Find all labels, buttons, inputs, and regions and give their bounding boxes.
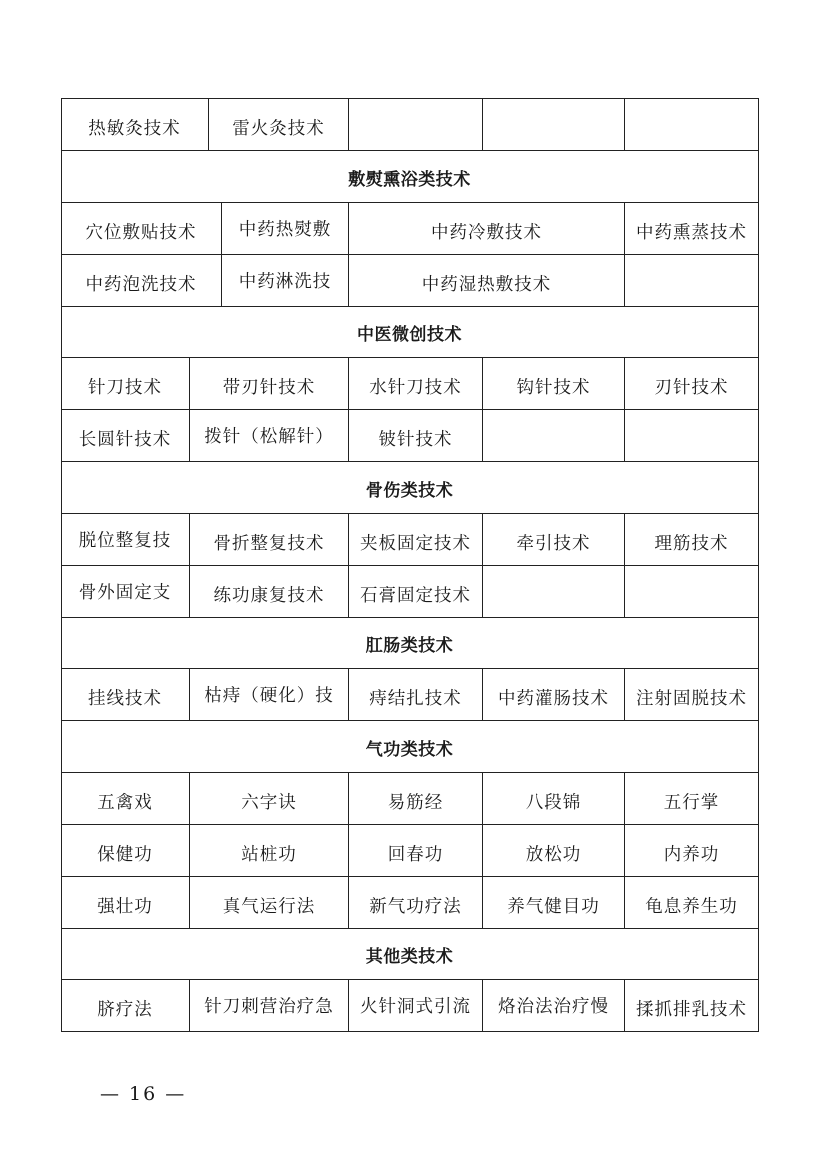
table-rule bbox=[61, 357, 759, 358]
table-rule bbox=[61, 306, 759, 307]
table-cell bbox=[624, 409, 758, 461]
table-rule bbox=[61, 668, 759, 669]
table-cell: 脐疗法 bbox=[97, 999, 153, 1020]
table-rule bbox=[61, 409, 759, 410]
table-cell: 痔结扎技术 bbox=[348, 668, 482, 720]
table-cell: 内养功 bbox=[624, 824, 758, 876]
section-title: 中医微创技术 bbox=[357, 325, 462, 345]
table-cell: 石膏固定技术 bbox=[348, 565, 482, 617]
table-cell bbox=[482, 409, 624, 461]
table-cell: 五禽戏 bbox=[97, 792, 153, 813]
table-cell bbox=[482, 98, 624, 150]
table-cell: 中药熏蒸技术 bbox=[624, 202, 758, 254]
table-cell: 龟息养生功 bbox=[624, 876, 758, 928]
table-cell: 揉抓排乳技术 bbox=[624, 979, 758, 1031]
table-cell: 中药灌肠技术 bbox=[482, 668, 624, 720]
table-cell: 真气运行法 bbox=[189, 876, 348, 928]
table-cell: 刃针技术 bbox=[624, 357, 758, 409]
table-rule bbox=[61, 720, 759, 721]
table-row bbox=[61, 668, 758, 720]
table-row bbox=[61, 202, 758, 254]
table-cell: 强壮功 bbox=[97, 896, 153, 917]
table-rule bbox=[61, 150, 759, 151]
table-cell: 钩针技术 bbox=[482, 357, 624, 409]
table-cell: 烙治法治疗慢 bbox=[482, 979, 624, 1031]
table-cell: 练功康复技术 bbox=[189, 565, 348, 617]
table-rule bbox=[61, 1031, 759, 1032]
table-cell: 骨折整复技术 bbox=[189, 513, 348, 565]
section-header-other bbox=[61, 928, 758, 979]
table-cell bbox=[624, 98, 758, 150]
section-title: 骨伤类技术 bbox=[365, 480, 454, 501]
table-cell: 站桩功 bbox=[189, 824, 348, 876]
table-cell: 枯痔（硬化）技 bbox=[189, 668, 348, 720]
table-rule bbox=[61, 772, 759, 773]
table-cell: 水针刀技术 bbox=[348, 357, 482, 409]
table-row bbox=[61, 357, 758, 409]
table-rule bbox=[61, 461, 759, 462]
table-cell: 中药淋洗技 bbox=[221, 254, 348, 306]
table-cell: 六字诀 bbox=[189, 772, 348, 824]
section-title: 气功类技术 bbox=[365, 739, 454, 760]
section-header-anorectal bbox=[61, 617, 758, 668]
table-row bbox=[61, 254, 758, 306]
table-rule bbox=[61, 824, 759, 825]
section-title: 肛肠类技术 bbox=[365, 636, 454, 656]
table-cell: 挂线技术 bbox=[88, 688, 162, 709]
table-rule bbox=[61, 254, 759, 255]
section-title: 敷熨熏浴类技术 bbox=[348, 169, 471, 190]
table-cell: 放松功 bbox=[482, 824, 624, 876]
table-rule bbox=[61, 979, 759, 980]
table-cell: 中药泡洗技术 bbox=[85, 274, 197, 295]
table-rule bbox=[61, 617, 759, 618]
table-cell: 夹板固定技术 bbox=[348, 513, 482, 565]
table-cell bbox=[624, 254, 758, 306]
table-cell: 中药热熨敷 bbox=[221, 202, 348, 254]
table-cell: 牵引技术 bbox=[482, 513, 624, 565]
table-row bbox=[61, 876, 758, 928]
table-cell bbox=[624, 565, 758, 617]
table-cell: 骨外固定支 bbox=[78, 583, 172, 603]
table-cell: 回春功 bbox=[348, 824, 482, 876]
table-cell: 火针洞式引流 bbox=[348, 979, 482, 1031]
table-cell: 拨针（松解针） bbox=[189, 409, 348, 461]
table-row bbox=[61, 824, 758, 876]
table-cell: 穴位敷贴技术 bbox=[85, 222, 197, 243]
table-cell: 五行掌 bbox=[624, 772, 758, 824]
page-number: — 16 — bbox=[100, 1083, 187, 1105]
table-row bbox=[61, 409, 758, 461]
table-cell: 针刀技术 bbox=[88, 377, 162, 398]
table-cell: 铍针技术 bbox=[348, 409, 482, 461]
table-border-left bbox=[61, 98, 62, 1032]
table-cell: 热敏灸技术 bbox=[88, 118, 181, 139]
table-row bbox=[61, 513, 758, 565]
table-cell: 八段锦 bbox=[482, 772, 624, 824]
table-cell: 理筋技术 bbox=[624, 513, 758, 565]
table-row bbox=[61, 98, 758, 150]
section-header-qigong bbox=[61, 720, 758, 772]
table-cell: 保健功 bbox=[97, 844, 153, 865]
table-cell: 易筋经 bbox=[348, 772, 482, 824]
section-title: 其他类技术 bbox=[365, 947, 454, 967]
table-rule bbox=[61, 98, 759, 99]
table-cell bbox=[348, 98, 482, 150]
table-cell: 长圆针技术 bbox=[78, 429, 172, 450]
table-border-right bbox=[758, 98, 759, 1032]
table-cell: 新气功疗法 bbox=[348, 876, 482, 928]
table-cell: 中药湿热敷技术 bbox=[348, 254, 624, 306]
table-cell: 养气健目功 bbox=[482, 876, 624, 928]
table-cell: 脱位整复技 bbox=[78, 531, 172, 551]
table-rule bbox=[61, 202, 759, 203]
section-header-orthopedic bbox=[61, 461, 758, 513]
table-row bbox=[61, 772, 758, 824]
table-rule bbox=[61, 928, 759, 929]
section-header-minimally-invasive bbox=[61, 306, 758, 357]
table-cell bbox=[482, 565, 624, 617]
table-cell: 针刀刺营治疗急 bbox=[189, 979, 348, 1031]
table-rule bbox=[61, 513, 759, 514]
table-row bbox=[61, 565, 758, 617]
table-rule bbox=[61, 565, 759, 566]
section-header-fumigation bbox=[61, 150, 758, 202]
table-cell: 雷火灸技术 bbox=[208, 98, 348, 150]
table-cell: 中药冷敷技术 bbox=[348, 202, 624, 254]
table-cell: 带刃针技术 bbox=[189, 357, 348, 409]
table-rule bbox=[61, 876, 759, 877]
table-cell: 注射固脱技术 bbox=[624, 668, 758, 720]
table-row bbox=[61, 979, 758, 1031]
